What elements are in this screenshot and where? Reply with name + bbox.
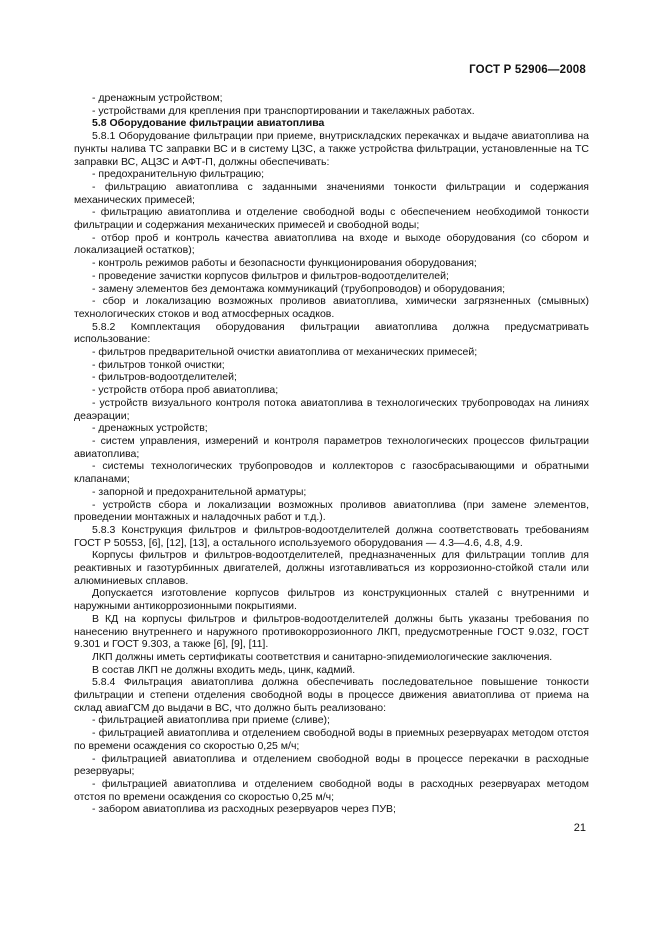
paragraph: - фильтров предварительной очистки авиатоплива от механических примесей; <box>92 346 478 359</box>
paragraph: - фильтрацию авиатоплива с заданными значениями тонкости фильтрации и содержания механических примесей; <box>74 180 589 206</box>
paragraph: - фильтров тонкой очистки; <box>92 358 225 371</box>
paragraph: 5.8.2 Комплектация оборудования фильтрации авиатоплива должна предусматривать использование: <box>74 320 589 346</box>
section-heading: 5.8 Оборудование фильтрации авиатоплива <box>92 117 325 130</box>
paragraph: - замену элементов без демонтажа коммуникаций (трубопроводов) и оборудования; <box>92 282 506 295</box>
paragraph: - системы технологических трубопроводов и коллекторов с газосбрасывающими и обратными клапанами; <box>74 460 589 486</box>
paragraph: - фильтрацией авиатоплива и отделением свободной воды в процессе перекачки в расходные резервуары; <box>74 752 589 778</box>
paragraph: - систем управления, измерений и контроля параметров технологических процессов фильтрации авиатоплива; <box>74 434 589 460</box>
paragraph: В состав ЛКП не должны входить медь, цинк, кадмий. <box>92 663 356 676</box>
paragraph: - проведение зачистки корпусов фильтров и фильтров-водоотделителей; <box>92 269 449 282</box>
paragraph: - фильтрацией авиатоплива и отделением свободной воды в расходных резервуарах методом отстоя по времени осаждения со скоростью 0,25 м/ч; <box>74 777 589 803</box>
paragraph: - сбор и локализацию возможных проливов авиатоплива, химически загрязненных (смывных) технологических стоков и вод атмосферных осадков. <box>74 295 589 320</box>
paragraph: Корпусы фильтров и фильтров-водоотделителей, предназначенных для фильтрации топлив для реактивных и газотурбинных двигателей, должны изготавливаться из коррозионно-стойкой стали или алюминиевых сплавов. <box>74 549 589 587</box>
paragraph: Допускается изготовление корпусов фильтров из конструкционных сталей с внутренними и наружными антикоррозионными покрытиями. <box>74 587 589 613</box>
paragraph: - дренажных устройств; <box>92 422 208 435</box>
paragraph: - запорной и предохранительной арматуры; <box>92 485 307 498</box>
paragraph: - забором авиатоплива из расходных резервуаров через ПУВ; <box>92 803 396 816</box>
page-number: 21 <box>573 822 586 834</box>
paragraph: - фильтрацией авиатоплива и отделением свободной воды в приемных резервуарах методом отстоя по времени осаждения со скоростью 0,25 м/ч; <box>74 727 589 752</box>
paragraph: - контроль режимов работы и безопасности функционирования оборудования; <box>92 257 477 270</box>
paragraph: - фильтрацию авиатоплива и отделение свободной воды с обеспечением необходимой тонкости фильтрации и содержания механических примесей и свободной воды; <box>74 206 589 232</box>
paragraph: - отбор проб и контроль качества авиатоплива на входе и выходе оборудования (со сбором и локализацией остатков); <box>74 231 589 257</box>
paragraph: - устройствами для крепления при транспортировании и такелажных работах. <box>92 104 475 117</box>
paragraph: - фильтрацией авиатоплива при приеме (сливе); <box>92 714 330 727</box>
paragraph: 5.8.1 Оборудование фильтрации при приеме, внутрискладских перекачках и выдаче авиатоплива на пункты налива ТС заправки ВС и в систему ЦЗС, а также устройства фильтрации, установленные на ТС заправки ВС, АЦЗС и АФТ-П, должны обеспечивать: <box>74 130 589 168</box>
document-body <box>74 92 589 816</box>
paragraph: - устройств сбора и локализации возможных проливов авиатоплива (при замене элементов, проведении монтажных и наладочных работ и т.д.). <box>74 498 589 524</box>
paragraph: - предохранительную фильтрацию; <box>92 168 265 181</box>
paragraph: - дренажным устройством; <box>92 92 223 104</box>
paragraph: - устройств визуального контроля потока авиатоплива в технологических трубопроводах на линиях деаэрации; <box>74 396 589 422</box>
paragraph: ЛКП должны иметь сертификаты соответствия и санитарно-эпидемиологические заключения. <box>92 650 553 663</box>
paragraph: - устройств отбора проб авиатоплива; <box>92 384 279 397</box>
paragraph: В КД на корпусы фильтров и фильтров-водоотделителей должны быть указаны требования по нанесению внутреннего и наружного противокоррозионного ЛКП, предусмотренные ГОСТ 9.032, ГОСТ 9.301 и ГОСТ 9.303, а также [6], [9], [11]. <box>74 612 589 651</box>
paragraph: 5.8.4 Фильтрация авиатоплива должна обеспечивать последовательное повышение тонкости фильтрации и степени отделения свободной воды в процессе движения авиатоплива от приема на склад авиаГСМ до выдачи в ВС, что должно быть реализовано: <box>74 676 589 714</box>
document-header: ГОСТ Р 52906—2008 <box>469 64 586 76</box>
paragraph: - фильтров-водоотделителей; <box>92 371 237 384</box>
paragraph: 5.8.3 Конструкция фильтров и фильтров-водоотделителей должна соответствовать требованиям ГОСТ Р 50553, [6], [12], [13], а остального используемого оборудования — 4.3—4.6, 4.8, 4.9. <box>74 523 589 549</box>
